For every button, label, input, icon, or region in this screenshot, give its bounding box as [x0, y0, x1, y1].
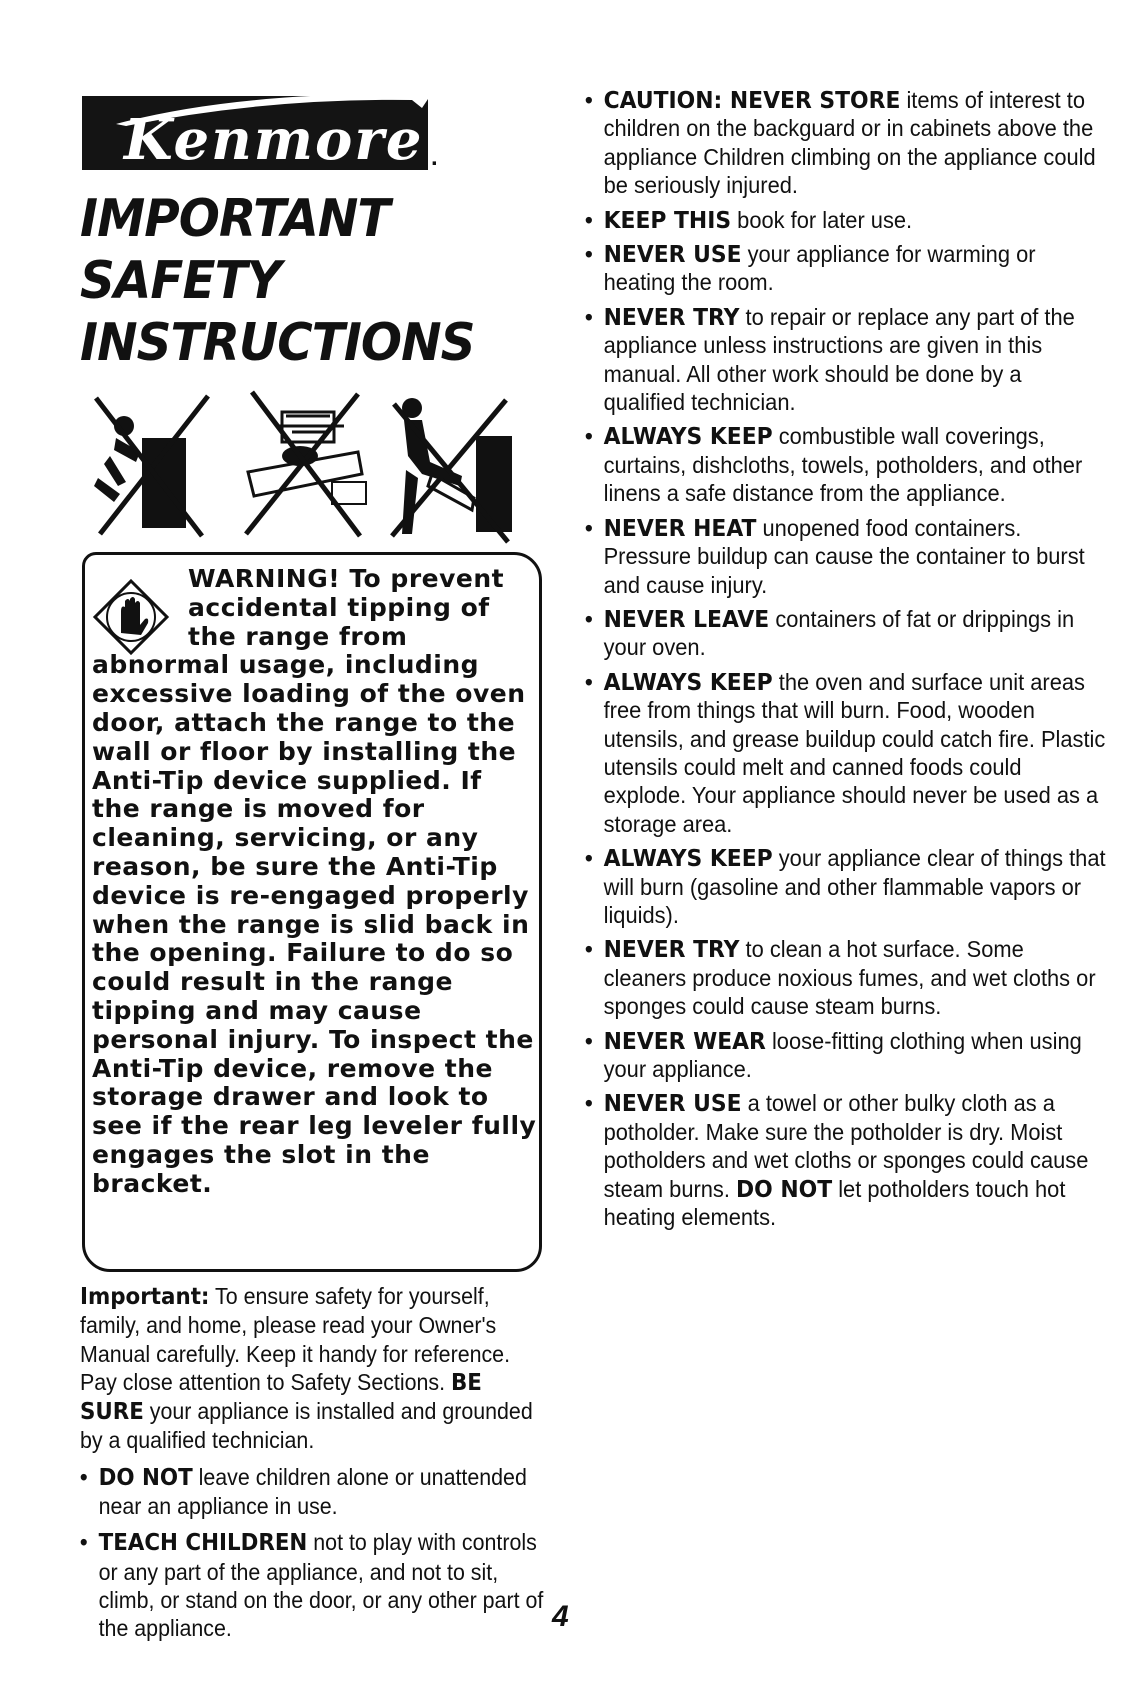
warning-text: WARNING! To prevent accidental tipping of the range from abnormal usage, including excessive loading of the oven door, attach the range to the wall or floor by installing the Anti-Tip device supplied. If the range is moved for cleaning, servicing, or any reason, be sure the Anti-Tip device is re-engaged properly when the range is slid back in the opening. Failure to do so could result in the range tipping and may cause personal injury. To inspect the Anti-Tip device, remove the storage drawer and look to see if the rear leg leveler fully engages the slot in the bracket. [92, 564, 537, 1198]
bullet-item: • NEVER TRY to clean a hot surface. Some cleaners produce noxious fumes, and wet cloths or sponges could cause steam burns. [585, 935, 1106, 1020]
bullet-item: • NEVER LEAVE containers of fat or drippings in your oven. [585, 605, 1106, 662]
bullet-item: • ALWAYS KEEP your appliance clear of things that will burn (gasoline and other flammable vapors or liquids). [585, 844, 1106, 929]
bullet-item: • NEVER HEAT unopened food containers. Pressure buildup can cause the container to burst and cause injury. [585, 514, 1106, 599]
bullet-item: • TEACH CHILDREN not to play with controls or any part of the appliance, and not to sit, climb, or stand on the door, or any other part of the appliance. [80, 1528, 554, 1642]
page-title: IMPORTANT SAFETY INSTRUCTIONS [80, 189, 475, 373]
page-number: 4 [552, 1600, 569, 1633]
overloaded-oven-door-prohibited-icon [234, 386, 374, 546]
left-column [80, 88, 544, 1643]
child-climbing-range-prohibited-icon [80, 386, 220, 546]
safety-pictograms [80, 386, 540, 546]
bullet-item: • NEVER USE your appliance for warming or heating the room. [585, 240, 1106, 297]
bullet-item: • CAUTION: NEVER STORE items of interest to children on the backguard or in cabinets above the appliance Children climbing on the appliance could be seriously injured. [585, 86, 1106, 200]
bullet-item: • DO NOT leave children alone or unattended near an appliance in use. [80, 1463, 554, 1521]
kenmore-logo: Kenmore . [80, 88, 440, 178]
bullet-item: • KEEP THIS book for later use. [585, 206, 1106, 234]
bullet-item: • ALWAYS KEEP the oven and surface unit areas free from things that will burn. Food, wooden utensils, and grease buildup could catch fire. Plastic utensils could melt and canned foods could explode. Your appliance should never be used as a storage area. [585, 668, 1106, 838]
brand-name: Kenmore [124, 107, 424, 173]
person-leaning-on-door-prohibited-icon [382, 386, 522, 546]
anti-tip-warning-box [82, 552, 542, 1272]
bullet-item: • NEVER USE a towel or other bulky cloth as a potholder. Make sure the potholder is dry. Moist potholders and wet cloths or sponges could cause steam burns. DO NOT let potholders touch hot heating elements. [585, 1089, 1106, 1231]
bullet-item: • NEVER WEAR loose-fitting clothing when using your appliance. [585, 1027, 1106, 1084]
bullet-item: • NEVER TRY to repair or replace any part of the appliance unless instructions are given in this manual. All other work should be done by a qualified technician. [585, 303, 1106, 417]
important-paragraph: Important: To ensure safety for yourself, family, and home, please read your Owner's Manual carefully. Keep it handy for reference. Pay close attention to Safety Sections. BE SURE your appliance is installed and grounded by a qualified technician. [80, 1283, 533, 1454]
right-column [585, 80, 1106, 1231]
bullet-item: • ALWAYS KEEP combustible wall coverings, curtains, dishcloths, towels, potholders, and other linens a safe distance from the appliance. [585, 422, 1106, 507]
